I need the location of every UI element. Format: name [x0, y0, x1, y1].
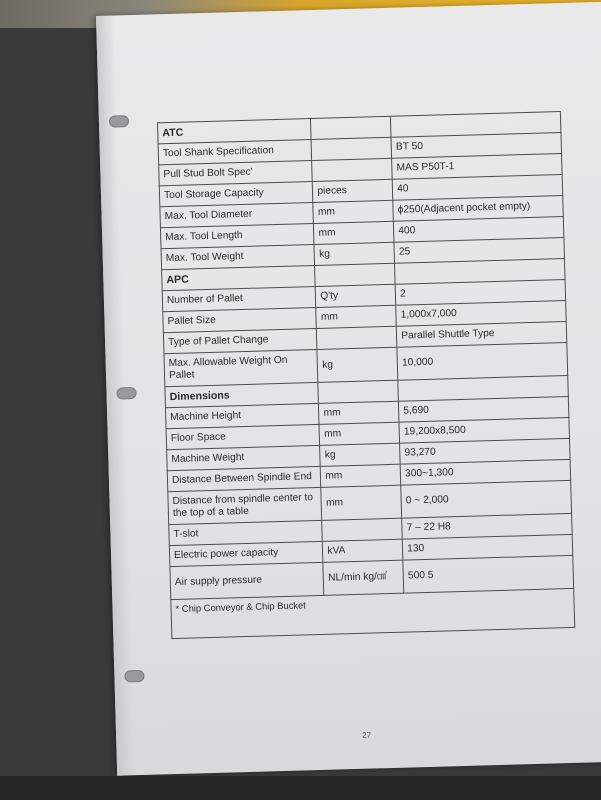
row-value: 500 5	[403, 555, 574, 593]
row-item: Max. Allowable Weight On Pallet	[164, 349, 318, 386]
row-unit: mm	[319, 401, 399, 424]
row-item: Tool Storage Capacity	[159, 182, 313, 207]
row-value: ϕ250(Adjacent pocket empty)	[393, 196, 563, 222]
row-item: T-slot	[169, 520, 323, 545]
row-unit: kg	[320, 443, 400, 466]
row-item: Pull Stud Bolt Spec'	[159, 161, 313, 186]
row-value: MAS P50T-1	[392, 154, 562, 180]
row-item: Max. Tool Diameter	[160, 203, 314, 228]
row-item: Machine Height	[165, 403, 319, 428]
row-item: Type of Pallet Change	[163, 328, 317, 353]
row-value: 40	[392, 175, 562, 201]
row-item: Tool Shank Specification	[158, 140, 312, 165]
row-unit: kg	[314, 242, 394, 265]
row-value: 7 – 22 H8	[402, 513, 572, 539]
row-value: 2	[395, 280, 565, 306]
section-title: Dimensions	[165, 382, 319, 407]
row-item: Electric power capacity	[169, 541, 323, 566]
row-unit	[322, 518, 402, 541]
row-value: 130	[402, 534, 572, 560]
row-unit: mm	[316, 305, 396, 328]
spec-table	[157, 111, 575, 639]
binder-hole-top	[109, 115, 129, 128]
row-item: Floor Space	[166, 424, 320, 449]
background-bottom-shadow	[0, 776, 601, 800]
section-title: APC	[162, 265, 316, 290]
binder-hole-bottom	[124, 670, 144, 683]
row-value: 400	[394, 217, 564, 243]
document-page	[96, 1, 601, 775]
row-value: 25	[394, 238, 564, 264]
row-value: 93,270	[400, 438, 570, 464]
row-unit: mm	[321, 485, 402, 520]
row-value: 300~1,300	[400, 459, 570, 485]
row-item: Max. Tool Weight	[161, 244, 315, 269]
footnote: * Chip Conveyor & Chip Bucket	[171, 588, 575, 638]
row-value: 19,200x8,500	[399, 417, 569, 443]
row-unit: mm	[314, 221, 394, 244]
row-unit	[311, 137, 391, 160]
row-item: Distance from spindle center to the top of a table	[168, 487, 322, 524]
row-value: 10,000	[397, 342, 568, 380]
row-unit: mm	[319, 422, 399, 445]
row-unit: mm	[313, 200, 393, 223]
row-unit	[312, 158, 392, 181]
row-value: 5,690	[399, 396, 569, 422]
row-item: Max. Tool Length	[160, 223, 314, 248]
row-unit	[317, 326, 397, 349]
row-unit: Q'ty	[316, 284, 396, 307]
row-item: Pallet Size	[163, 307, 317, 332]
row-unit: kVA	[323, 539, 403, 562]
row-unit: pieces	[313, 179, 393, 202]
row-item: Number of Pallet	[162, 286, 316, 311]
row-unit: NL/min kg/㎠	[323, 560, 404, 595]
page-number: 27	[362, 730, 372, 740]
row-value: 1,000x7,000	[396, 300, 566, 326]
row-value: 0 ~ 2,000	[401, 480, 572, 518]
row-item: Air supply pressure	[170, 562, 324, 599]
row-value: Parallel Shuttle Type	[396, 321, 566, 347]
row-value: BT 50	[391, 133, 561, 159]
row-item: Machine Weight	[167, 445, 321, 470]
row-unit: kg	[317, 347, 398, 382]
binder-hole-middle	[116, 387, 136, 400]
row-item: Distance Between Spindle End	[167, 466, 321, 491]
row-unit: mm	[321, 464, 401, 487]
section-title: ATC	[158, 119, 312, 144]
